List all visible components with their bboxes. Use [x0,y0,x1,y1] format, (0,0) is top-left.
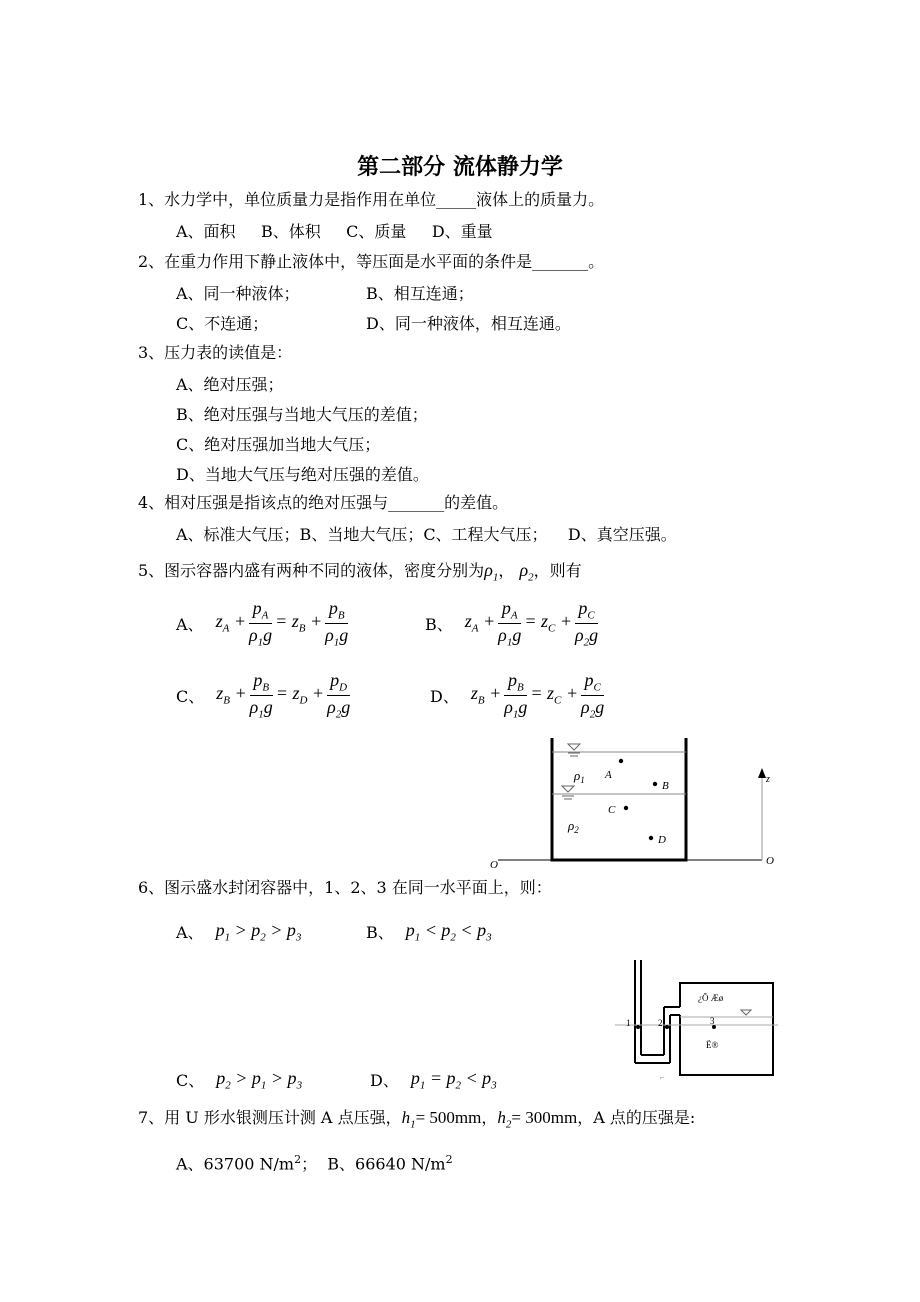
page-title: 第二部分 流体静力学 [357,155,563,180]
question-6-option-b: B、 $p_1 < p_2 < p_3$ [366,920,492,944]
question-5-option-c: C、 $z_B$ + $\frac{p_B}{\rho_1g}$ = $z_D$ + $\frac{p_D}{\rho_2g}$ [176,670,351,721]
question-2-option-a: A、同一种液体； [176,284,300,303]
question-2-option-b: B、相互连通； [366,284,474,303]
label-point-a: A [605,769,612,781]
question-6-option-c: C、 $p_2 > p_1 > p_3$ [176,1068,303,1092]
question-5-option-a: A、 $z_A$ + $\frac{p_A}{\rho_1g}$ = $z_B$ + $\frac{p_B}{\rho_1g}$ [176,598,349,649]
label-point-b: B [662,780,669,792]
question-5-option-d: D、 $z_B$ + $\frac{p_B}{\rho_1g}$ = $z_C$ + $\frac{p_C}{\rho_2g}$ [430,670,605,721]
question-4-stem: 4、相对压强是指该点的绝对压强与_______的差值。 [138,493,509,512]
question-3-option-b: B、绝对压强与当地大气压的差值； [176,405,428,424]
question-5-stem: 5、图示容器内盛有两种不同的液体，密度分别为$\rho_1$， $\rho_2$，则有 [138,560,582,584]
question-7-stem: 7、用 U 形水银测压计测 A 点压强， $h_1$ = 500mm ， $h_2$ = 300mm ，A 点的压强是: [138,1108,696,1131]
diagram-foot-mark: ⌐ [660,1073,665,1082]
question-2-stem: 2、在重力作用下静止液体中，等压面是水平面的条件是_______。 [138,252,605,271]
question-3-option-a: A、绝对压强； [176,375,284,394]
question-6-option-a: A、 $p_1 > p_2 > p_3$ [176,920,302,944]
label-point-1: 1 [626,1018,631,1028]
point-c-dot [624,806,628,810]
label-point-d: D [658,834,666,846]
label-z-axis: z [766,774,770,785]
question-1-options: A、面积 B、体积 C、质量 D、重量 [176,222,493,241]
question-3-option-d: D、当地大气压与绝对压强的差值。 [176,465,429,484]
label-rho2: $\rho_2$ [568,818,579,835]
label-rho1: $\rho_1$ [574,768,585,785]
label-point-2: 2 [658,1018,663,1028]
label-point-c: C [608,804,616,816]
question-5-option-b: B、 $z_A$ + $\frac{p_A}{\rho_1g}$ = $z_C$ + $\frac{p_C}{\rho_2g}$ [425,598,599,649]
container-diagram [480,730,790,875]
rho2-symbol: $\rho_2$ [519,560,534,584]
question-1-stem: 1、水力学中，单位质量力是指作用在单位_____液体上的质量力。 [138,190,605,209]
label-air: ¿Õ Æø [698,993,724,1003]
question-6-option-d: D、 $p_1 = p_2 < p_3$ [370,1068,497,1092]
question-3-stem: 3、压力表的读值是： [138,343,293,362]
label-origin-left: O [490,859,498,871]
label-point-3: 3 [710,1016,715,1026]
question-4-options: A、标准大气压；B、当地大气压；C、工程大气压； D、真空压强。 [176,525,677,544]
point-d-dot [649,836,653,840]
question-6-stem: 6、图示盛水封闭容器中，1、2、3 在同一水平面上，则： [138,878,552,897]
point-b-dot [653,782,657,786]
question-7-options: A、63700 $N/m^2$； B、66640 $N/m^2$ [176,1153,453,1174]
question-3-option-c: C、绝对压强加当地大气压； [176,435,381,454]
label-water: Ë® [706,1040,719,1050]
question-2-option-c: C、不连通； [176,314,269,333]
rho1-symbol: $\rho_1$ [484,560,499,584]
question-2-option-d: D、同一种液体，相互连通。 [366,314,571,333]
sealed-container-diagram [610,955,785,1085]
label-origin-right: O [766,855,774,867]
point-a-dot [619,759,623,763]
